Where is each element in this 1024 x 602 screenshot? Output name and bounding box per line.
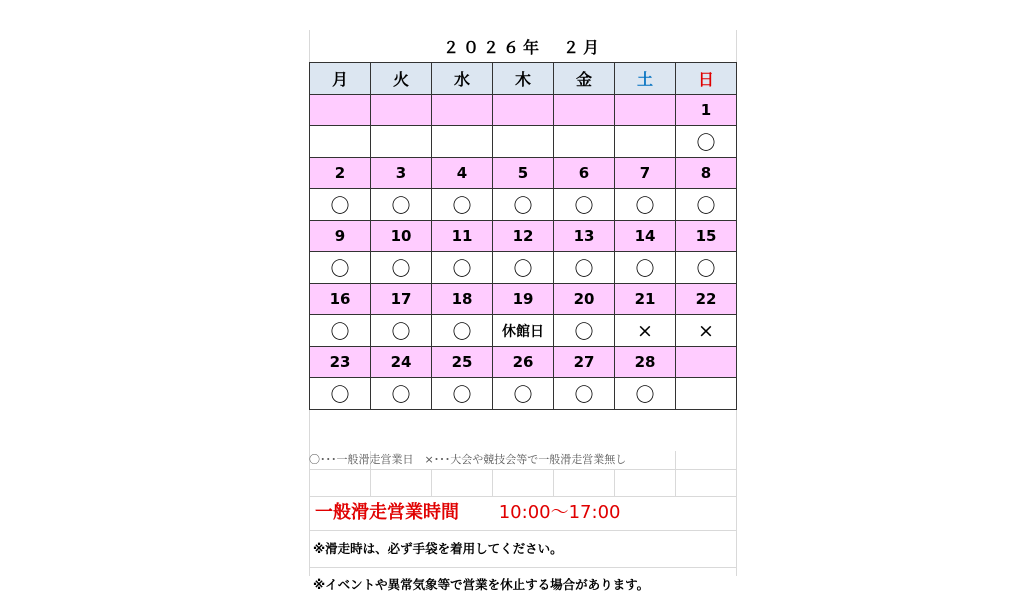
date-cell: 6 bbox=[554, 158, 615, 189]
date-cell: 21 bbox=[615, 284, 676, 315]
date-cell: 26 bbox=[493, 347, 554, 378]
week-2-status bbox=[310, 189, 737, 221]
status-cell: 〇 bbox=[432, 315, 493, 347]
date-cell: 4 bbox=[432, 158, 493, 189]
date-cell bbox=[676, 347, 737, 378]
weekday-mon: 月 bbox=[310, 63, 371, 95]
status-cell: 〇 bbox=[676, 252, 737, 284]
date-cell: 11 bbox=[432, 221, 493, 252]
date-cell: 19 bbox=[493, 284, 554, 315]
week-1-status bbox=[310, 126, 737, 158]
date-cell: 14 bbox=[615, 221, 676, 252]
gridline bbox=[431, 469, 432, 496]
hours-label: 一般滑走営業時間 bbox=[315, 502, 459, 523]
week-5-status bbox=[310, 378, 737, 410]
calendar-sheet bbox=[309, 30, 737, 592]
status-cell bbox=[432, 126, 493, 158]
week-4-status bbox=[310, 315, 737, 347]
status-cell bbox=[676, 378, 737, 410]
status-cell bbox=[310, 126, 371, 158]
status-cell: 〇 bbox=[432, 378, 493, 410]
date-cell: 25 bbox=[432, 347, 493, 378]
week-4-dates bbox=[310, 284, 737, 315]
date-cell bbox=[554, 95, 615, 126]
operating-hours bbox=[309, 496, 737, 531]
weekday-wed: 水 bbox=[432, 63, 493, 95]
status-cell: 〇 bbox=[310, 252, 371, 284]
status-cell: × bbox=[615, 315, 676, 347]
date-cell bbox=[432, 95, 493, 126]
date-cell: 2 bbox=[310, 158, 371, 189]
status-cell: 〇 bbox=[371, 252, 432, 284]
status-cell: 〇 bbox=[554, 378, 615, 410]
status-cell: 〇 bbox=[310, 189, 371, 221]
date-cell: 9 bbox=[310, 221, 371, 252]
status-cell: 〇 bbox=[310, 378, 371, 410]
weekday-header-row bbox=[310, 63, 737, 95]
gridline bbox=[553, 469, 554, 496]
date-cell: 16 bbox=[310, 284, 371, 315]
status-cell: 〇 bbox=[371, 315, 432, 347]
status-cell: 〇 bbox=[554, 189, 615, 221]
status-cell: 〇 bbox=[432, 189, 493, 221]
status-cell: 〇 bbox=[554, 252, 615, 284]
date-cell: 27 bbox=[554, 347, 615, 378]
calendar-title: ２０２６年 ２月 bbox=[309, 30, 737, 63]
week-3-dates bbox=[310, 221, 737, 252]
status-cell: 〇 bbox=[371, 378, 432, 410]
status-cell bbox=[554, 126, 615, 158]
date-cell: 5 bbox=[493, 158, 554, 189]
status-cell bbox=[493, 126, 554, 158]
date-cell: 20 bbox=[554, 284, 615, 315]
hours-time: 10:00～17:00 bbox=[498, 502, 621, 523]
status-cell: 〇 bbox=[371, 189, 432, 221]
week-3-status bbox=[310, 252, 737, 284]
date-cell: 8 bbox=[676, 158, 737, 189]
status-cell: 〇 bbox=[310, 315, 371, 347]
weekday-fri: 金 bbox=[554, 63, 615, 95]
date-cell bbox=[310, 95, 371, 126]
gloves-note: ※滑走時は、必ず手袋を着用してください。 bbox=[309, 530, 737, 568]
week-5-dates bbox=[310, 347, 737, 378]
weekday-thu: 木 bbox=[493, 63, 554, 95]
week-1-dates bbox=[310, 95, 737, 126]
status-cell: 〇 bbox=[493, 189, 554, 221]
weekday-sun: 日 bbox=[676, 63, 737, 95]
date-cell: 12 bbox=[493, 221, 554, 252]
status-cell: 〇 bbox=[676, 126, 737, 158]
date-cell bbox=[493, 95, 554, 126]
status-cell bbox=[371, 126, 432, 158]
date-cell: 3 bbox=[371, 158, 432, 189]
status-cell bbox=[615, 126, 676, 158]
status-cell: 〇 bbox=[493, 252, 554, 284]
status-cell: 〇 bbox=[432, 252, 493, 284]
week-2-dates bbox=[310, 158, 737, 189]
closure-note: ※イベントや異常気象等で営業を休止する場合があります。 bbox=[313, 577, 650, 592]
status-cell: 〇 bbox=[615, 189, 676, 221]
date-cell: 22 bbox=[676, 284, 737, 315]
gridline bbox=[309, 469, 737, 470]
date-cell: 7 bbox=[615, 158, 676, 189]
status-cell: 〇 bbox=[554, 315, 615, 347]
date-cell: 17 bbox=[371, 284, 432, 315]
gridline bbox=[492, 469, 493, 496]
status-cell: 〇 bbox=[615, 378, 676, 410]
date-cell: 1 bbox=[676, 95, 737, 126]
closed-day-label: 休館日 bbox=[493, 315, 554, 347]
date-cell: 18 bbox=[432, 284, 493, 315]
calendar-table bbox=[309, 62, 737, 410]
gridline bbox=[614, 469, 615, 496]
date-cell: 15 bbox=[676, 221, 737, 252]
status-cell: 〇 bbox=[676, 189, 737, 221]
status-cell: × bbox=[676, 315, 737, 347]
date-cell bbox=[371, 95, 432, 126]
status-legend: 〇･･･一般滑走営業日 ×･･･大会や競技会等で一般滑走営業無し bbox=[309, 453, 627, 466]
date-cell: 13 bbox=[554, 221, 615, 252]
date-cell: 28 bbox=[615, 347, 676, 378]
weekday-tue: 火 bbox=[371, 63, 432, 95]
weekday-sat: 土 bbox=[615, 63, 676, 95]
date-cell: 23 bbox=[310, 347, 371, 378]
date-cell bbox=[615, 95, 676, 126]
status-cell: 〇 bbox=[615, 252, 676, 284]
status-cell: 〇 bbox=[493, 378, 554, 410]
date-cell: 24 bbox=[371, 347, 432, 378]
date-cell: 10 bbox=[371, 221, 432, 252]
